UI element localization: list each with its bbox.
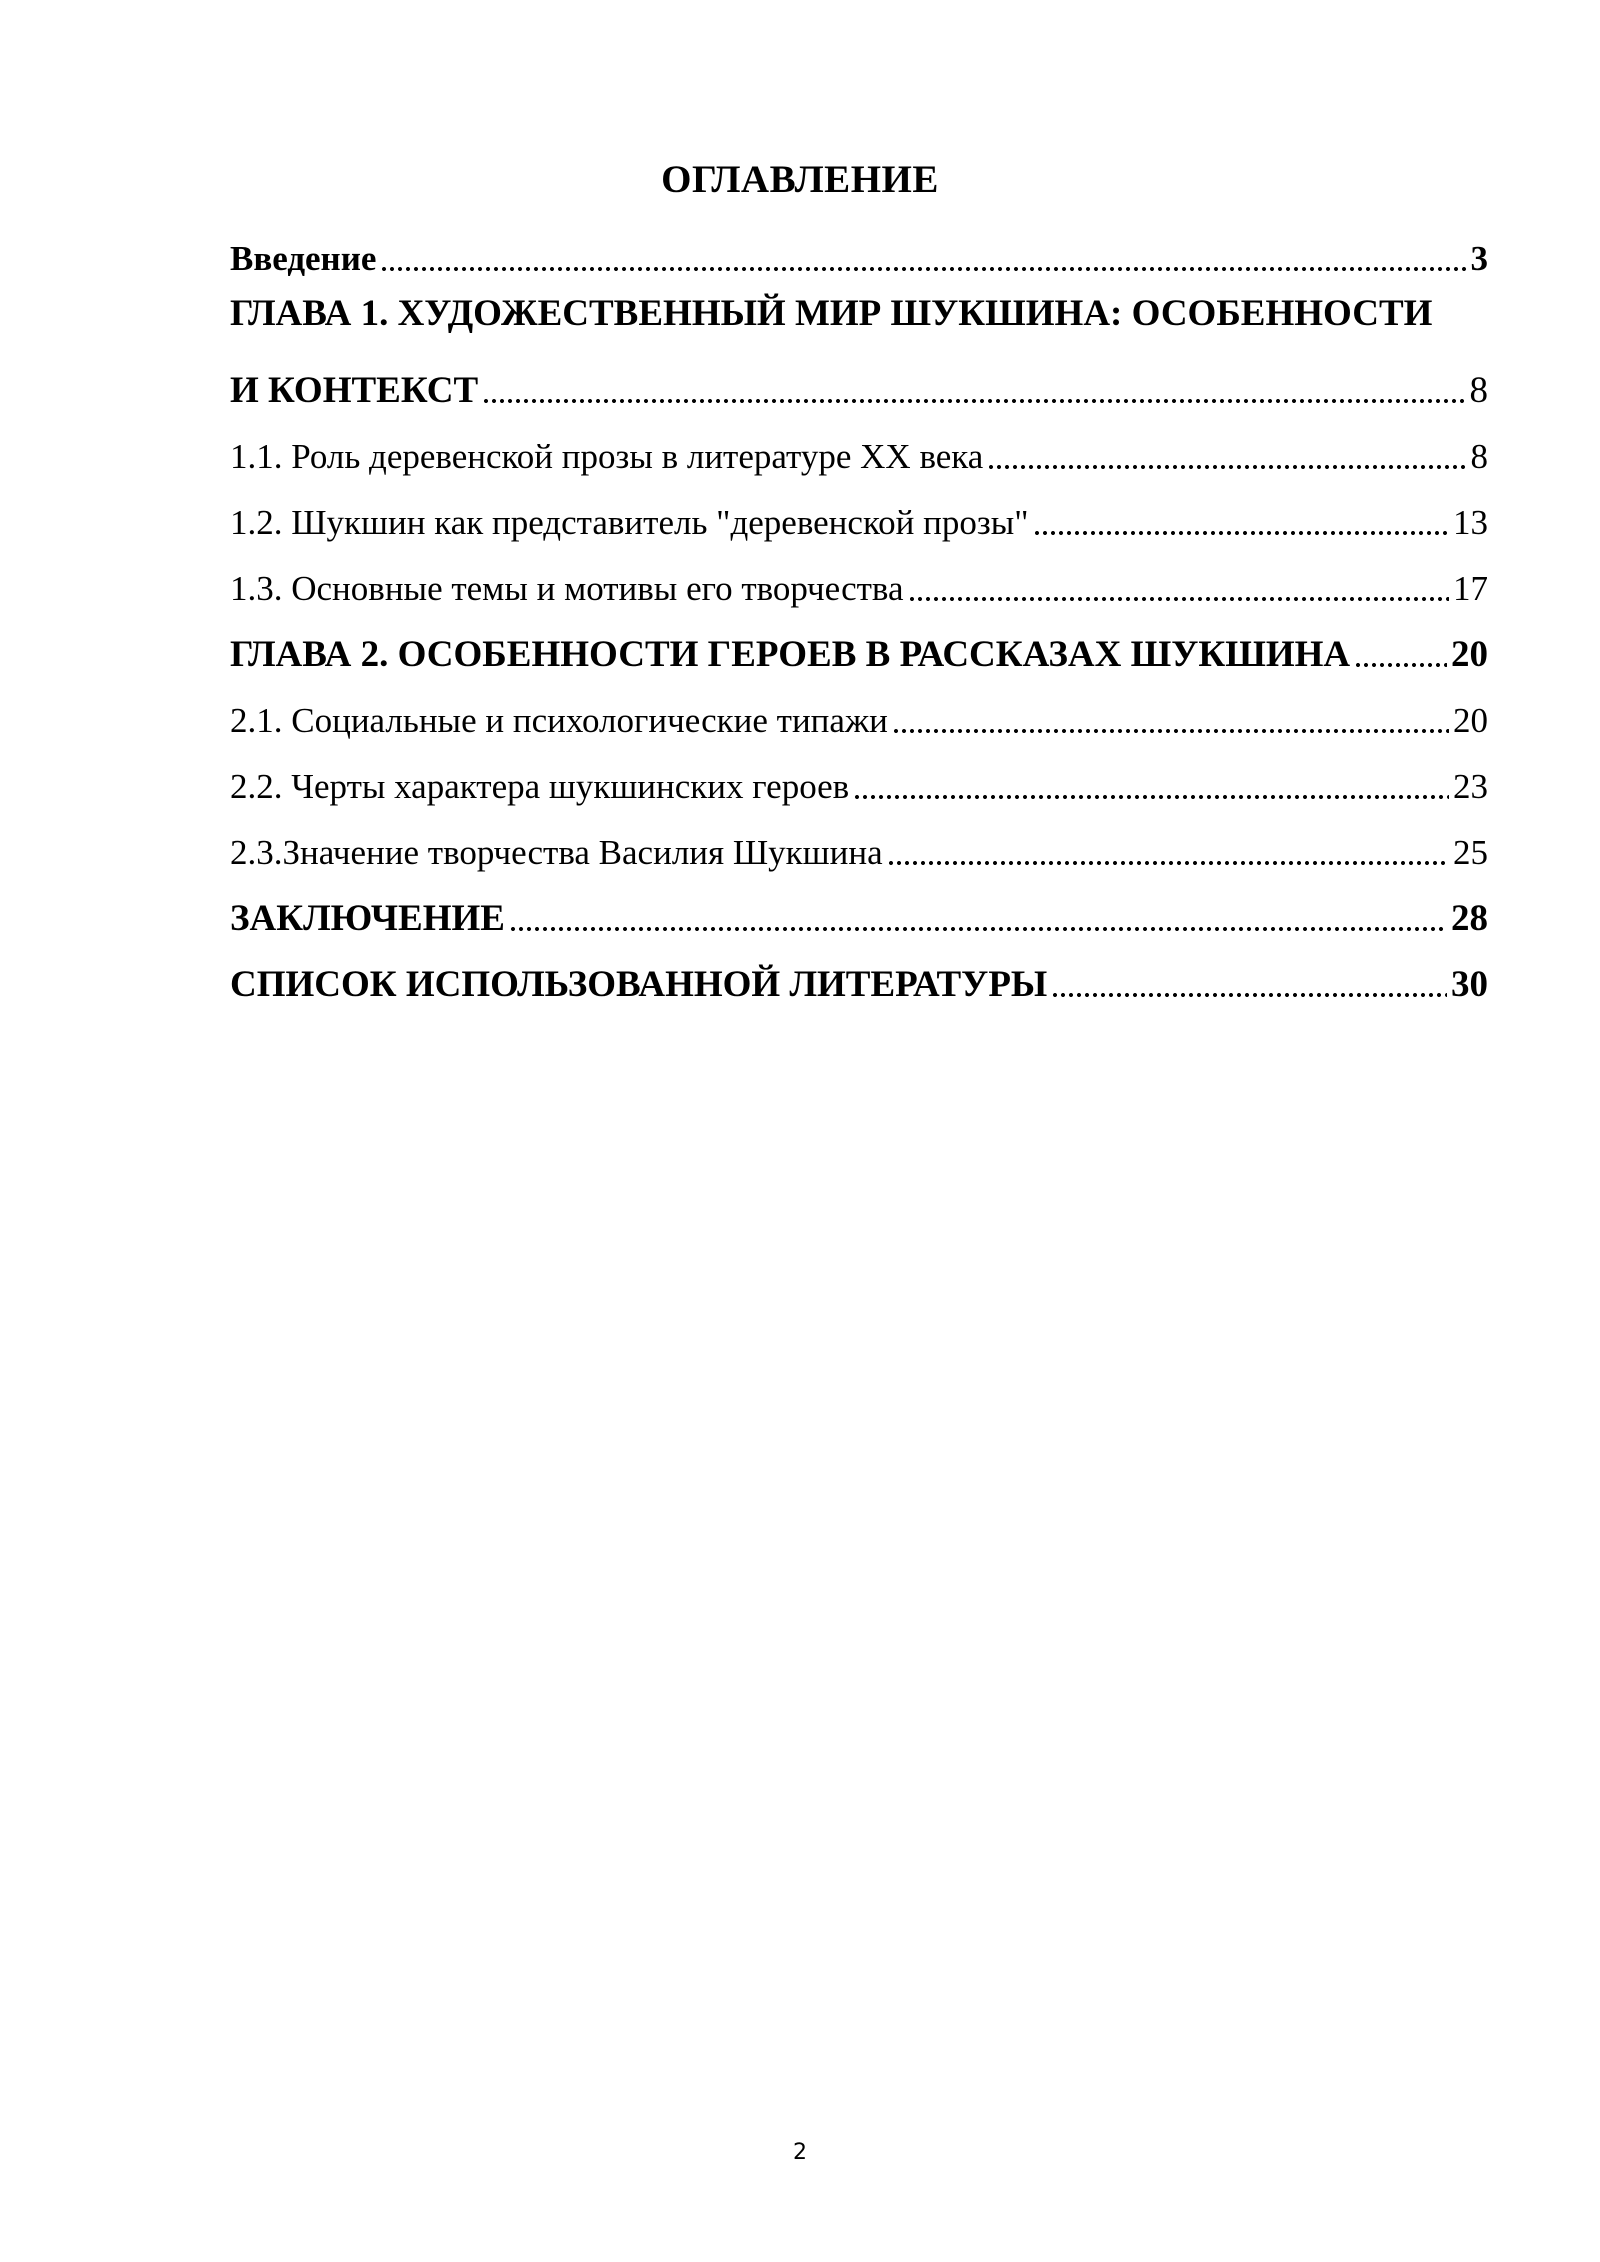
- toc-entry-label: 2.1. Социальные и психологические типажи: [230, 701, 888, 740]
- dot-leader: [380, 235, 1466, 279]
- toc-entry-label: ГЛАВА 2. ОСОБЕННОСТИ ГЕРОЕВ В РАССКАЗАХ ШУКШИНА: [230, 634, 1351, 675]
- dot-leader: [987, 433, 1466, 477]
- toc-entry-label: 1.3. Основные темы и мотивы его творчества: [230, 569, 904, 608]
- toc-entry-chapter-1[interactable]: [230, 347, 1488, 413]
- toc-entry-label: 2.2. Черты характера шукшинских героев: [230, 767, 850, 806]
- toc-entry-section-2-1[interactable]: [230, 677, 1488, 743]
- toc-entry-section-2-3[interactable]: [230, 809, 1488, 875]
- dot-leader: [482, 367, 1465, 411]
- toc-entry-page: 23: [1453, 767, 1488, 806]
- toc-entry-section-1-1[interactable]: [230, 413, 1488, 479]
- dot-leader: [892, 697, 1449, 741]
- toc-entry-page: 8: [1470, 437, 1488, 476]
- toc-entry-chapter-1-line-1[interactable]: [230, 281, 1488, 347]
- toc-entry-introduction[interactable]: [230, 215, 1488, 281]
- dot-leader: [1051, 961, 1447, 1005]
- toc-entry-page: 13: [1453, 503, 1488, 542]
- dot-leader: [1033, 499, 1449, 543]
- toc-entry-label: Введение: [230, 239, 377, 278]
- toc-entry-conclusion[interactable]: [230, 875, 1488, 941]
- toc-entry-section-2-2[interactable]: [230, 743, 1488, 809]
- table-of-contents: [230, 215, 1488, 1007]
- dot-leader: [853, 763, 1449, 807]
- dot-leader: [509, 895, 1447, 939]
- toc-entry-label: И КОНТЕКСТ: [230, 370, 479, 411]
- toc-entry-label: 1.1. Роль деревенской прозы в литературе XX века: [230, 437, 984, 476]
- toc-entry-chapter-2[interactable]: [230, 611, 1488, 677]
- toc-entry-label: СПИСОК ИСПОЛЬЗОВАННОЙ ЛИТЕРАТУРЫ: [230, 964, 1048, 1005]
- dot-leader: [1354, 631, 1447, 675]
- toc-entry-bibliography[interactable]: [230, 941, 1488, 1007]
- toc-entry-page: 25: [1453, 833, 1488, 872]
- toc-entry-section-1-2[interactable]: [230, 479, 1488, 545]
- dot-leader: [908, 565, 1450, 609]
- toc-entry-label: ЗАКЛЮЧЕНИЕ: [230, 898, 505, 939]
- toc-entry-page: 28: [1451, 898, 1488, 939]
- toc-title: ОГЛАВЛЕНИЕ: [661, 158, 939, 201]
- dot-leader: [887, 829, 1449, 873]
- toc-entry-label: 2.3.Значение творчества Василия Шукшина: [230, 833, 883, 872]
- toc-entry-page: 3: [1470, 239, 1488, 278]
- page-number: 2: [793, 2140, 807, 2165]
- toc-entry-page: 20: [1451, 634, 1488, 675]
- toc-entry-page: 30: [1451, 964, 1488, 1005]
- toc-entry-page: 17: [1453, 569, 1488, 608]
- toc-entry-label: ГЛАВА 1. ХУДОЖЕСТВЕННЫЙ МИР ШУКШИНА: ОСОБЕННОСТИ: [230, 293, 1433, 334]
- toc-entry-section-1-3[interactable]: [230, 545, 1488, 611]
- toc-entry-page: 8: [1469, 370, 1488, 411]
- toc-entry-page: 20: [1453, 701, 1488, 740]
- toc-entry-label: 1.2. Шукшин как представитель "деревенской прозы": [230, 503, 1029, 542]
